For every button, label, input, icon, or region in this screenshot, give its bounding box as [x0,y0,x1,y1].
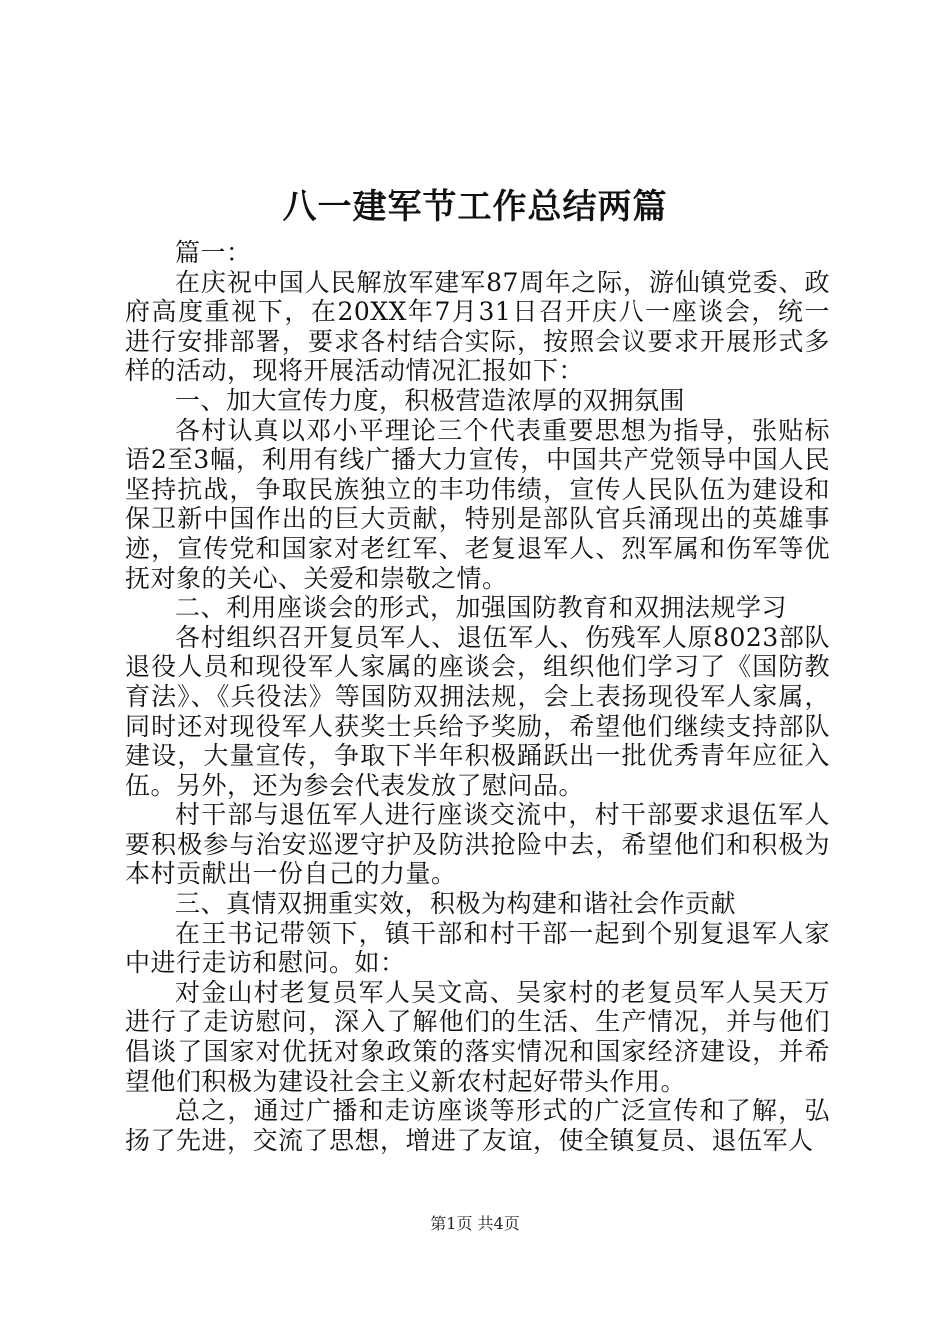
paragraph-section-heading: 篇一： [175,238,252,267]
paragraph-body: 各村组织召开复员军人、退伍军人、伤残军人原8023部队退役人员和现役军人家属的座谈会，组织他们学习了《国防教育法》、《兵役法》等国防双拥法规，会上表扬现役军人家属，同时还对现役军人获奖士兵给予奖励，希望他们继续支持部队建设，大量宣传，争取下半年积极踊跃出一批优秀青年应征入伍。另外，还为参会代表发放了慰问品。 [125,622,830,800]
paragraph-heading-3: 三、真情双拥重实效，积极为构建和谐社会作贡献 [175,889,737,919]
document-body [125,238,830,1155]
paragraph-body: 对金山村老复员军人吴文高、吴家村的老复员军人吴天万进行了走访慰问，深入了解他们的生活、生产情况，并与他们倡谈了国家对优抚对象政策的落实情况和国家经济建设，并希望他们积极为建设社会主义新农村起好带头作用。 [125,977,830,1096]
paragraph-heading-1: 一、加大宣传力度，积极营造浓厚的双拥氛围 [175,385,686,415]
paragraph-intro: 在庆祝中国人民解放军建军87周年之际，游仙镇党委、政府高度重视下，在20XX年7月31日召开庆八一座谈会，统一进行安排部署，要求各村结合实际，按照会议要求开展形式多样的活动，现将开展活动情况汇报如下： [125,267,830,386]
page-number-footer: 第1页 共4页 [430,1214,520,1233]
paragraph-body: 总之，通过广播和走访座谈等形式的广泛宣传和了解，弘扬了先进，交流了思想，增进了友谊，使全镇复员、退伍军人 [125,1096,830,1155]
paragraph-heading-2: 二、利用座谈会的形式，加强国防教育和双拥法规学习 [175,593,788,623]
paragraph-body: 各村认真以邓小平理论三个代表重要思想为指导，张贴标语2至3幅，利用有线广播大力宣传，中国共产党领导中国人民坚持抗战，争取民族独立的丰功伟绩，宣传人民队伍为建设和保卫新中国作出的巨大贡献，特别是部队官兵涌现出的英雄事迹，宣传党和国家对老红军、老复退军人、烈军属和伤军等优抚对象的关心、关爱和崇敬之情。 [125,415,830,593]
paragraph-body: 在王书记带领下，镇干部和村干部一起到个别复退军人家中进行走访和慰问。如： [125,918,830,978]
paragraph-body: 村干部与退伍军人进行座谈交流中，村干部要求退伍军人要积极参与治安巡逻守护及防洪抢险中去，希望他们和积极为本村贡献出一份自己的力量。 [125,800,830,889]
document-title: 八一建军节工作总结两篇 [282,187,668,227]
